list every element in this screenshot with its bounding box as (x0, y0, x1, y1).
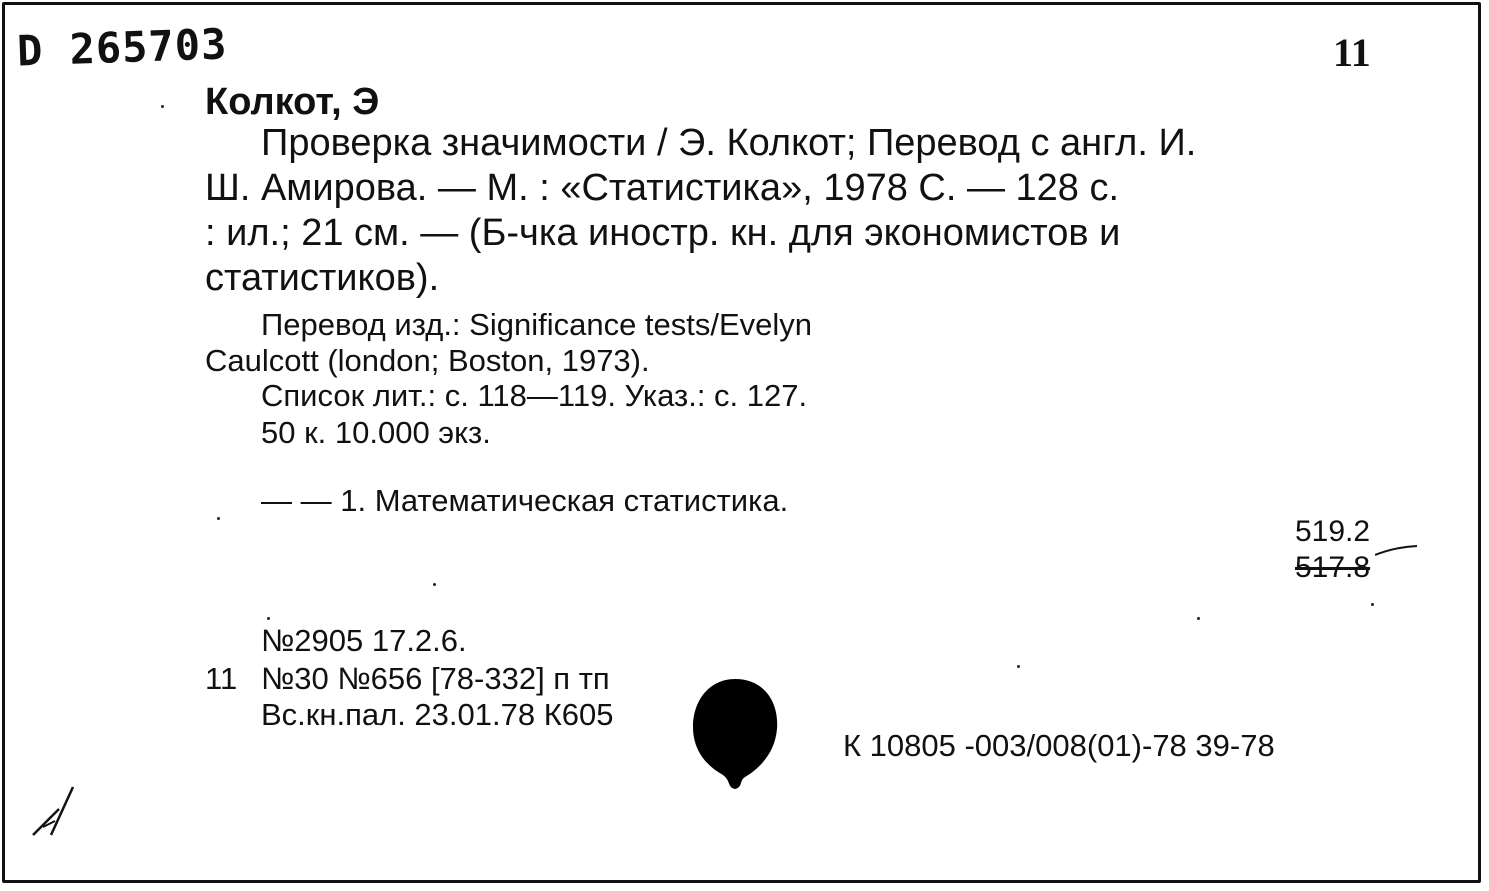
description-line-4: статистиков). (205, 257, 440, 299)
original-title-line-2: Caulcott (london; Boston, 1973). (205, 343, 650, 378)
subject-heading: — — 1. Математическая статистика. (261, 483, 789, 518)
price-print-run: 50 к. 10.000 экз. (261, 415, 491, 450)
inventory-number: D 265703 (16, 19, 229, 76)
speck (433, 583, 436, 586)
description-line-2: Ш. Амирова. — М. : «Статистика», 1978 С. — 128 с. (205, 167, 1120, 209)
udc-old: 517.8 (1295, 551, 1371, 584)
footer-line-3: Вс.кн.пал. 23.01.78 К605 (261, 697, 614, 732)
author-heading: Колкот, Э (205, 81, 380, 123)
bibliography-note: Список лит.: с. 118—119. Указ.: с. 127. (261, 378, 808, 413)
original-title-line-1: Перевод изд.: Significance tests/Evelyn (261, 307, 813, 342)
footer-line-2: №30 №656 [78-332] п тп (261, 661, 610, 696)
description-line-3: : ил.; 21 см. — (Б-чка иностр. кн. для экономистов и (205, 212, 1121, 254)
speck (1197, 617, 1200, 620)
speck (217, 517, 220, 520)
udc-current: 519.2 (1295, 515, 1371, 548)
udc-strike-mark (1375, 543, 1420, 559)
card-number: 11 (1333, 30, 1371, 75)
publisher-code: К 10805 -003/008(01)-78 39-78 (843, 728, 1275, 763)
ink-blot (687, 673, 783, 793)
speck (1017, 665, 1020, 668)
footer-line-1: №2905 17.2.6. (261, 623, 467, 658)
footer-line-2-prefix: 11 (205, 661, 238, 696)
description-line-1: Проверка значимости / Э. Колкот; Перевод с англ. И. (261, 122, 1197, 164)
handwritten-initial-mark (29, 781, 81, 841)
speck (1371, 603, 1374, 606)
catalog-card (2, 2, 1481, 883)
speck (267, 617, 270, 620)
speck (161, 105, 164, 108)
